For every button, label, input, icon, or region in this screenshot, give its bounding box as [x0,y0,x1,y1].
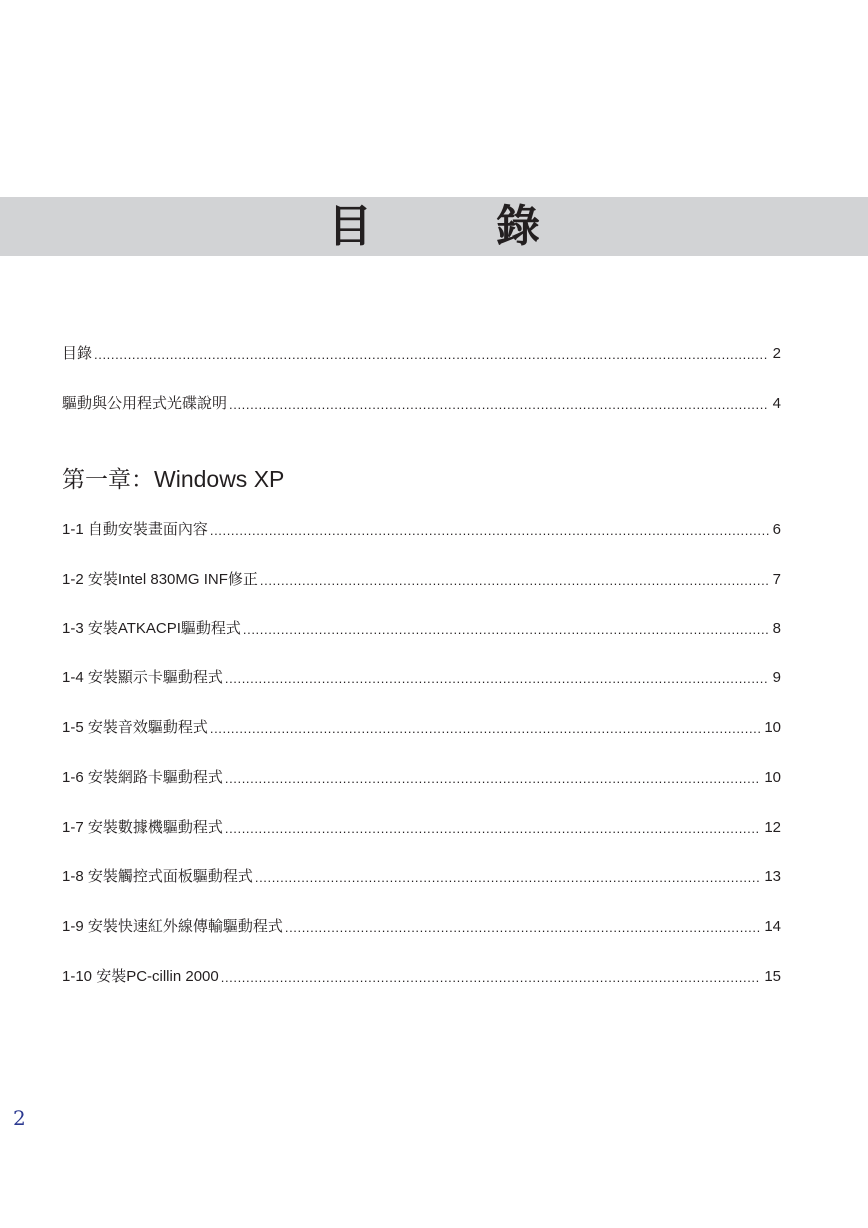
toc-entry[interactable] [62,391,781,413]
page-number: 2 [13,1106,26,1130]
dot-leader [229,397,769,413]
toc-entry-label: 目錄 [62,345,93,362]
toc-entry-page: 7 [772,571,781,588]
toc-entry[interactable] [62,715,781,737]
toc-entry-label: 1-5 安裝音效驅動程式 [62,719,208,736]
toc-entry-page: 2 [772,345,781,362]
toc-entry-label: 1-7 安裝數據機驅動程式 [62,819,223,836]
page-title: 目 錄 [328,201,580,252]
toc-entry-page: 10 [764,719,781,736]
toc-entry-label: 1-4 安裝顯示卡驅動程式 [62,669,223,686]
dot-leader [221,970,761,986]
toc-entry[interactable] [62,567,781,589]
toc-entry-page: 4 [772,395,781,412]
toc-entry-page: 6 [772,521,781,538]
toc-entry-label: 驅動與公用程式光碟說明 [62,395,228,412]
toc-entry-page: 14 [764,918,781,935]
dot-leader [285,920,760,936]
toc-entry-label: 1-1 自動安裝畫面內容 [62,521,208,538]
toc-entry-label: 1-3 安裝ATKACPI驅動程式 [62,620,241,637]
toc-entry[interactable] [62,864,781,886]
toc-entry-label: 1-8 安裝觸控式面板驅動程式 [62,868,253,885]
chapter-heading: 第一章：Windows XP [62,466,285,492]
toc-entry-label: 1-6 安裝網路卡驅動程式 [62,769,223,786]
toc-entry-page: 8 [772,620,781,637]
toc-entry-label: 1-10 安裝PC-cillin 2000 [62,968,219,985]
toc-entry-page: 13 [764,868,781,885]
dot-leader [260,573,769,589]
dot-leader [210,523,769,539]
toc-entry[interactable] [62,517,781,539]
dot-leader [255,870,760,886]
toc-entry[interactable] [62,665,781,687]
toc-entry[interactable] [62,765,781,787]
toc-entry-page: 10 [764,769,781,786]
toc-entry[interactable] [62,616,781,638]
dot-leader [225,671,769,687]
dot-leader [210,721,760,737]
toc-entry[interactable] [62,341,781,363]
toc-entry[interactable] [62,964,781,986]
toc-entry[interactable] [62,815,781,837]
toc-entry-page: 12 [764,819,781,836]
toc-entry-page: 15 [764,968,781,985]
dot-leader [225,821,760,837]
toc-entry-label: 1-2 安裝Intel 830MG INF修正 [62,571,258,588]
toc-entry-label: 1-9 安裝快速紅外線傳輸驅動程式 [62,918,283,935]
dot-leader [94,347,769,363]
toc-entry-page: 9 [772,669,781,686]
title-band [0,197,868,256]
dot-leader [243,622,769,638]
toc-entry[interactable] [62,914,781,936]
dot-leader [225,771,760,787]
